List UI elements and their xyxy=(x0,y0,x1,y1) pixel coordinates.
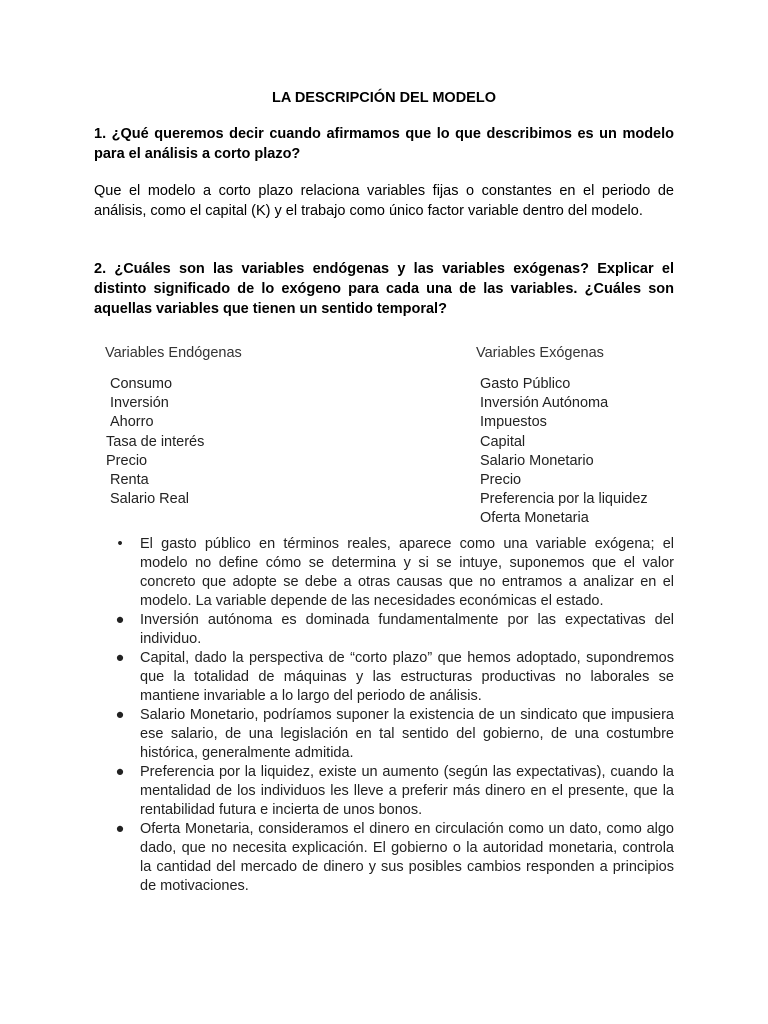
list-item xyxy=(94,763,674,820)
list-item xyxy=(94,820,674,896)
endogenous-item: Consumo xyxy=(110,376,173,392)
exogenous-item: Capital xyxy=(480,433,526,450)
endogenous-item: Inversión xyxy=(110,395,169,412)
bullet-icon: ● xyxy=(115,821,125,837)
exogenous-item: Salario Monetario xyxy=(480,452,594,469)
bullet-icon: ● xyxy=(115,764,125,780)
exogenous-header: Variables Exógenas xyxy=(476,345,604,361)
endogenous-item: Salario Real xyxy=(110,491,189,508)
list-item-text: Inversión autónoma es dominada fundamentalmente por las expectativas del individuo. xyxy=(140,612,674,647)
answer-1: Que el modelo a corto plazo relaciona variables fijas o constantes en el periodo de análisis, como el capital (K) y el trabajo como único factor variable dentro del modelo. xyxy=(94,183,674,219)
bullet-icon: ● xyxy=(115,612,125,628)
list-item xyxy=(94,535,674,611)
list-item-text: El gasto público en términos reales, aparece como una variable exógena; el modelo no define cómo se determina y si se intuye, suponemos que el valor concreto que adopte se debe a otras causas que no entramos a analizar en el modelo. La variable depende de las necesidades económicas el estado. xyxy=(140,536,674,609)
exogenous-item: Impuestos xyxy=(480,414,547,431)
bullet-icon: ● xyxy=(115,707,125,723)
bullet-icon: • xyxy=(117,536,123,552)
endogenous-item: Renta xyxy=(110,472,149,489)
endogenous-item: Precio xyxy=(106,452,148,469)
list-item-text: Oferta Monetaria, consideramos el dinero en circulación como un dato, como algo dado, que no necesita explicación. El gobierno o la autoridad monetaria, controla la cantidad del mercado de dinero y sus posibles cambios responden a principios de motivaciones. xyxy=(140,821,674,894)
endogenous-item: Tasa de interés xyxy=(106,433,205,450)
exogenous-item: Oferta Monetaria xyxy=(480,510,589,527)
endogenous-header: Variables Endógenas xyxy=(105,345,242,361)
question-1: 1. ¿Qué queremos decir cuando afirmamos que lo que describimos es un modelo para el análisis a corto plazo? xyxy=(94,126,674,162)
exogenous-item: Inversión Autónoma xyxy=(480,395,609,412)
bullet-icon: ● xyxy=(115,650,125,666)
document-title: LA DESCRIPCIÓN DEL MODELO xyxy=(272,90,496,106)
document-page xyxy=(94,0,674,1024)
list-item xyxy=(94,649,674,706)
endogenous-item: Ahorro xyxy=(110,414,154,431)
exogenous-item: Gasto Público xyxy=(480,376,571,392)
exogenous-list xyxy=(480,375,648,529)
explanation-list xyxy=(94,535,674,896)
list-item-text: Salario Monetario, podríamos suponer la existencia de un sindicato que impusiera ese salario, de una legislación en tal sentido del gobierno, de una costumbre histórica, generalmente admitida. xyxy=(140,707,674,761)
list-item xyxy=(94,611,674,649)
list-item xyxy=(94,706,674,763)
list-item-text: Preferencia por la liquidez, existe un aumento (según las expectativas), cuando la mentalidad de los individuos les lleve a preferir más dinero en el presente, que la rentabilidad futura e incierta de unos bonos. xyxy=(140,764,674,818)
list-item-text: Capital, dado la perspectiva de “corto plazo” que hemos adoptado, supondremos que la totalidad de máquinas y las estructuras productivas no laborales se mantiene invariable a lo largo del periodo de análisis. xyxy=(140,650,674,704)
question-2: 2. ¿Cuáles son las variables endógenas y las variables exógenas? Explicar el distinto significado de lo exógeno para cada una de las variables. ¿Cuáles son aquellas variables que tienen un sentido temporal? xyxy=(94,261,674,317)
exogenous-item: Precio xyxy=(480,472,522,489)
exogenous-item: Preferencia por la liquidez xyxy=(480,491,648,508)
endogenous-list xyxy=(106,375,204,509)
